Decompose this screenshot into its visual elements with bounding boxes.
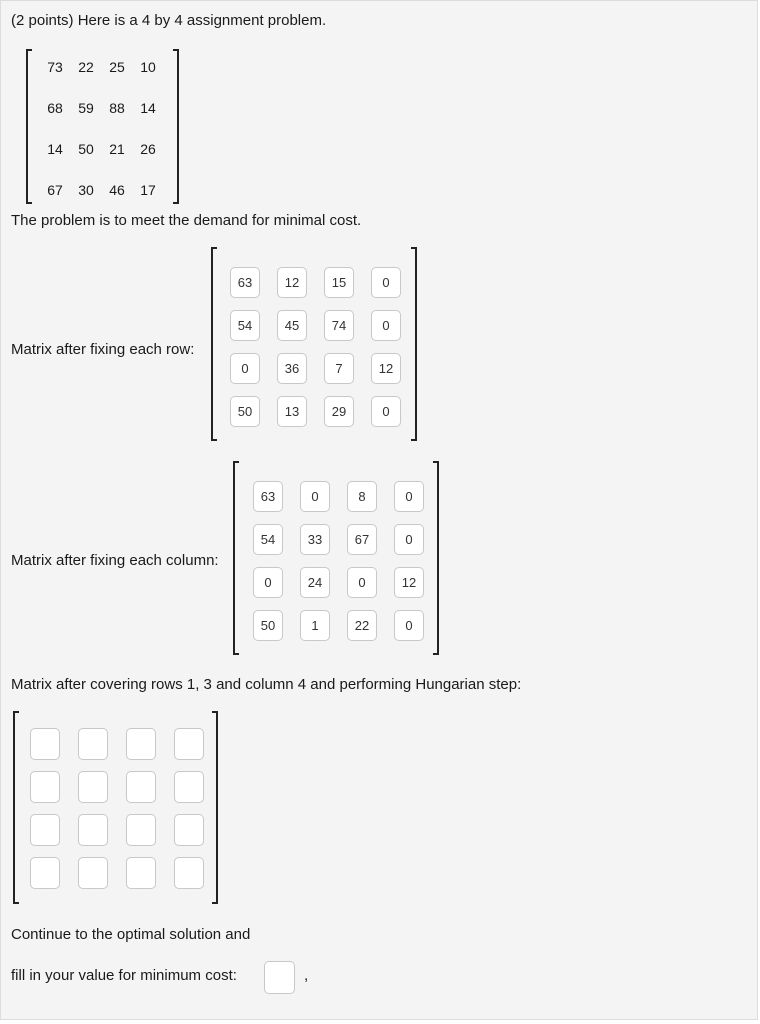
matrix-entry: 14 — [47, 141, 63, 157]
empty-matrix-cell-input[interactable] — [126, 814, 156, 846]
empty-matrix-cell-input[interactable] — [78, 857, 108, 889]
matrix-cell-input[interactable]: 54 — [230, 310, 260, 341]
matrix-cell-input[interactable]: 29 — [324, 396, 354, 427]
matrix-cell-input[interactable]: 24 — [300, 567, 330, 598]
matrix-cell-input[interactable]: 54 — [253, 524, 283, 555]
empty-matrix-cell-input[interactable] — [78, 814, 108, 846]
matrix-cell-input[interactable]: 12 — [371, 353, 401, 384]
row-step-label: Matrix after fixing each row: — [11, 341, 195, 358]
matrix-entry: 22 — [78, 59, 94, 75]
matrix-cell-input[interactable]: 63 — [230, 267, 260, 298]
matrix-entry: 25 — [109, 59, 125, 75]
matrix-entry: 59 — [78, 100, 94, 116]
matrix-cell-input[interactable]: 50 — [253, 610, 283, 641]
matrix-entry: 73 — [47, 59, 63, 75]
matrix-cell-input[interactable]: 0 — [394, 610, 424, 641]
matrix-cell-input[interactable]: 0 — [300, 481, 330, 512]
matrix-entry: 50 — [78, 141, 94, 157]
hungarian-bracket-left — [13, 711, 19, 904]
matrix-cell-input[interactable]: 12 — [394, 567, 424, 598]
empty-matrix-cell-input[interactable] — [30, 728, 60, 760]
matrix-entry: 67 — [47, 182, 63, 198]
matrix-cell-input[interactable]: 33 — [300, 524, 330, 555]
hungarian-step-label: Matrix after covering rows 1, 3 and column 4 and performing Hungarian step: — [11, 676, 522, 693]
empty-matrix-cell-input[interactable] — [30, 814, 60, 846]
col-step-label: Matrix after fixing each column: — [11, 552, 219, 569]
matrix-cell-input[interactable]: 8 — [347, 481, 377, 512]
col-matrix-bracket-left — [233, 461, 239, 655]
matrix-cell-input[interactable]: 50 — [230, 396, 260, 427]
matrix-entry: 17 — [140, 182, 156, 198]
matrix-cell-input[interactable]: 1 — [300, 610, 330, 641]
empty-matrix-cell-input[interactable] — [78, 771, 108, 803]
col-matrix-bracket-right — [433, 461, 439, 655]
matrix-entry: 14 — [140, 100, 156, 116]
question-intro: (2 points) Here is a 4 by 4 assignment problem. — [11, 12, 327, 29]
problem-statement: The problem is to meet the demand for minimal cost. — [11, 212, 362, 229]
empty-matrix-cell-input[interactable] — [30, 857, 60, 889]
matrix-entry: 26 — [140, 141, 156, 157]
matrix-cell-input[interactable]: 7 — [324, 353, 354, 384]
empty-matrix-cell-input[interactable] — [126, 857, 156, 889]
matrix-entry: 88 — [109, 100, 125, 116]
row-matrix-bracket-left — [211, 247, 217, 441]
trailing-comma: , — [304, 967, 309, 984]
empty-matrix-cell-input[interactable] — [78, 728, 108, 760]
hungarian-bracket-right — [212, 711, 218, 904]
matrix-cell-input[interactable]: 45 — [277, 310, 307, 341]
matrix-entry: 21 — [109, 141, 125, 157]
matrix-cell-input[interactable]: 0 — [394, 524, 424, 555]
matrix-entry: 30 — [78, 182, 94, 198]
empty-matrix-cell-input[interactable] — [174, 771, 204, 803]
matrix-entry: 46 — [109, 182, 125, 198]
empty-matrix-cell-input[interactable] — [126, 728, 156, 760]
continue-text: Continue to the optimal solution and — [11, 926, 251, 943]
min-cost-input[interactable] — [264, 961, 295, 994]
matrix-cell-input[interactable]: 15 — [324, 267, 354, 298]
matrix-entry: 68 — [47, 100, 63, 116]
matrix-bracket-left — [26, 49, 32, 204]
matrix-cell-input[interactable]: 63 — [253, 481, 283, 512]
matrix-bracket-right — [173, 49, 179, 204]
empty-matrix-cell-input[interactable] — [126, 771, 156, 803]
empty-matrix-cell-input[interactable] — [30, 771, 60, 803]
matrix-cell-input[interactable]: 0 — [253, 567, 283, 598]
matrix-entry: 10 — [140, 59, 156, 75]
empty-matrix-cell-input[interactable] — [174, 857, 204, 889]
matrix-cell-input[interactable]: 0 — [371, 310, 401, 341]
matrix-cell-input[interactable]: 67 — [347, 524, 377, 555]
matrix-cell-input[interactable]: 0 — [394, 481, 424, 512]
empty-matrix-cell-input[interactable] — [174, 728, 204, 760]
min-cost-prompt: fill in your value for minimum cost: — [11, 967, 237, 984]
matrix-cell-input[interactable]: 0 — [371, 267, 401, 298]
row-matrix-bracket-right — [411, 247, 417, 441]
matrix-cell-input[interactable]: 0 — [371, 396, 401, 427]
matrix-cell-input[interactable]: 22 — [347, 610, 377, 641]
matrix-cell-input[interactable]: 36 — [277, 353, 307, 384]
matrix-cell-input[interactable]: 0 — [347, 567, 377, 598]
matrix-cell-input[interactable]: 74 — [324, 310, 354, 341]
empty-matrix-cell-input[interactable] — [174, 814, 204, 846]
matrix-cell-input[interactable]: 12 — [277, 267, 307, 298]
matrix-cell-input[interactable]: 13 — [277, 396, 307, 427]
matrix-cell-input[interactable]: 0 — [230, 353, 260, 384]
